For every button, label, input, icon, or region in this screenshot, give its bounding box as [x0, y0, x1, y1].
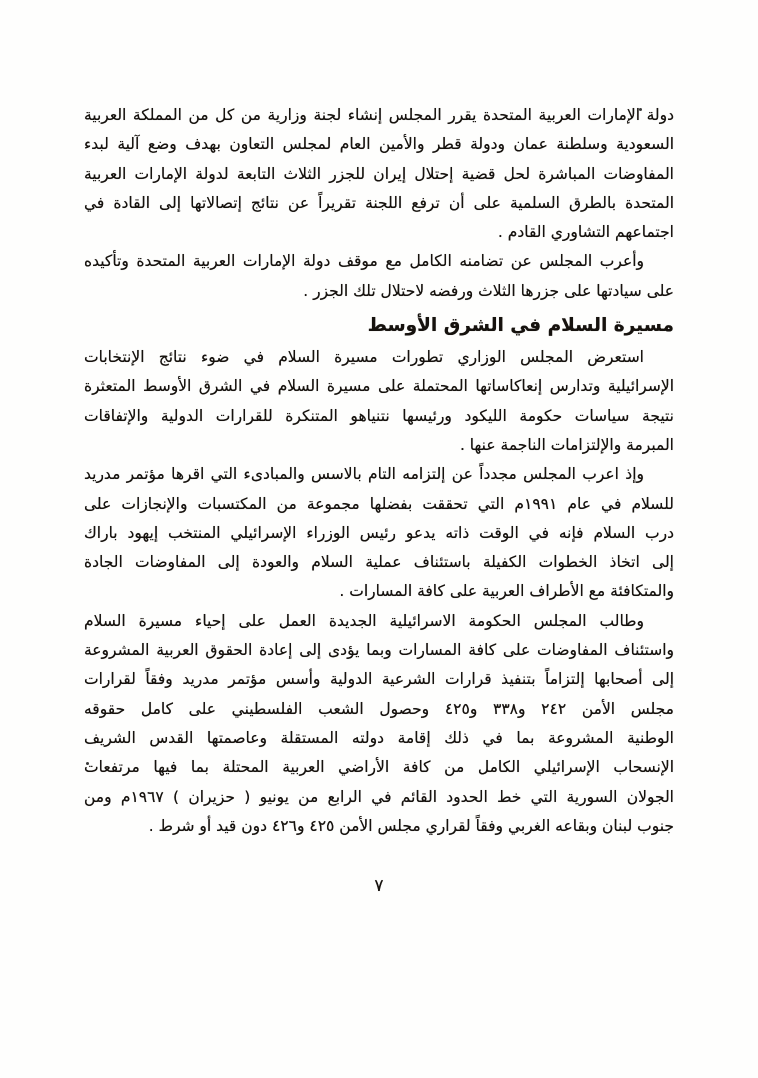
- text-line: للسلام في عام ١٩٩١م التي تحققت بفضلها مجموعة من المكتسبات والإنجازات على: [84, 494, 674, 513]
- text-line: إلى اتخاذ الخطوات الكفيلة باستئناف عملية السلام والعودة إلى المفاوضات الجادة: [84, 553, 674, 572]
- page-number: ٧: [374, 876, 384, 896]
- document-body: [84, 101, 674, 841]
- text-line: إلى أصحابها إلتزاماً بتنفيذ قرارات الشرعية الدولية وأسس مؤتمر مدريد وفقاً لقرارات: [84, 670, 674, 689]
- text-line: دولة الإمارات العربية المتحدة يقرر المجلس إنشاء لجنة وزارية من كل من المملكة العربية: [84, 106, 674, 124]
- text-line: المفاوضات المباشرة لحل قضية إحتلال إيران للجزر الثلاث التابعة لدولة الإمارات العربية: [84, 164, 674, 183]
- text-line: واستئناف المفاوضات على كافة المسارات وبما يؤدى إلى إعادة الحقوق العربية المشروعة: [84, 641, 674, 660]
- section-heading: مسيرة السلام في الشرق الأوسط: [367, 315, 674, 337]
- text-line: وطالب المجلس الحكومة الاسرائيلية الجديدة العمل على إحياء مسيرة السلام: [84, 611, 644, 630]
- text-line: نتيجة سياسات حكومة الليكود ورئيسها نتنياهو المتنكرة للقرارات الدولية والإتفاقات: [84, 406, 674, 425]
- text-line: الجولان السورية التي خط الحدود القائم في الرابع من يونيو ( حزيران ) ١٩٦٧م ومن: [84, 787, 674, 806]
- text-line: وأعرب المجلس عن تضامنه الكامل مع موقف دولة الإمارات العربية المتحدة وتأكيده: [84, 252, 644, 271]
- text-line: وإذ اعرب المجلس مجدداً عن إلتزامه التام بالاسس والمبادىء التي اقرها مؤتمر مدريد: [84, 465, 644, 484]
- text-line: السعودية وسلطنة عمان ودولة قطر والأمين العام لمجلس التعاون بهدف وضع آلية لبدء: [84, 135, 674, 154]
- text-line: استعرض المجلس الوزاري تطورات مسيرة السلام في ضوء نتائج الإنتخابات: [84, 348, 644, 367]
- text-line: الوطنية المشروعة بما في ذلك إقامة دولته المستقلة وعاصمتها القدس الشريف: [84, 728, 674, 747]
- text-line: درب السلام فإنه في الوقت ذاته يدعو رئيس الوزراء الإسرائيلي المنتخب إيهود باراك: [84, 523, 674, 542]
- text-line: الإسرائيلية وتدارس إنعاكاساتها المحتملة على مسيرة السلام في الشرق الأوسط المتعثرة: [84, 377, 674, 396]
- text-line: المتحدة بالطرق السلمية على أن ترفع اللجنة تقريراً عن نتائج إتصالاتها إلى القادة في: [84, 193, 674, 212]
- text-line: الإنسحاب الإسرائيلي الكامل من كافة الأراضي العربية المحتلة بما فيها مرتفعات: [84, 758, 674, 777]
- text-line: والمتكافئة مع الأطراف العربية على كافة المسارات .: [339, 582, 674, 601]
- text-line: المبرمة والإلتزامات الناجمة عنها .: [459, 435, 674, 454]
- text-line: جنوب لبنان وبقاعه الغربي وفقاً لقراري مجلس الأمن ٤٢٥ و٤٢٦ دون قيد أو شرط .: [148, 816, 674, 835]
- text-line: على سيادتها على جزرها الثلاث ورفضه لاحتلال تلك الجزر .: [303, 281, 674, 300]
- text-line: اجتماعهم التشاوري القادم .: [497, 223, 674, 242]
- text-line: مجلس الأمن ٢٤٢ و٣٣٨ و٤٢٥ وحصول الشعب الفلسطيني على كامل حقوقه: [84, 699, 674, 718]
